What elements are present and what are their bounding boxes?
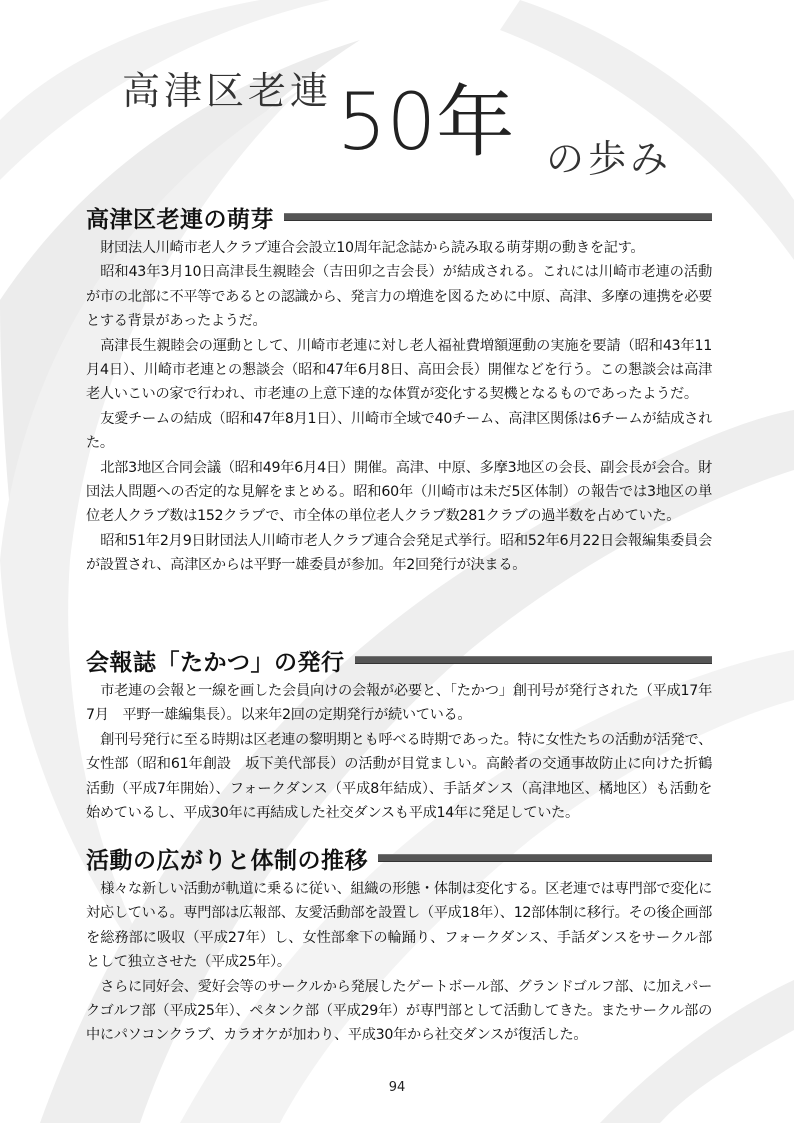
paragraph: 友愛チームの結成（昭和47年8月1日）、川崎市全域で40チーム、高津区関係は6チームが結成された。 [86, 410, 712, 452]
section-heading: 高津区老連の萌芽 [86, 206, 274, 233]
section-header [86, 202, 712, 232]
heading-rule [284, 213, 712, 221]
paragraph: 市老連の会報と一線を画した会員向けの会報が必要と、「たかつ」創刊号が発行された（平成17年7月 平野一雄編集長）。以来年2回の定期発行が続いている。 [86, 683, 712, 724]
paragraph: 創刊号発行に至る時期は区老連の黎明期とも呼べる時期であった。特に女性たちの活動が活発で、女性部（昭和61年創設 坂下美代部長）の活動が目覚ましい。高齢者の交通事故防止に向けた折鶴活動（平成7年開始）、フォークダンス（平成8年結成）、手話ダンス（高津地区、橘地区）も活動を始めているし、平成30年に再結成した社交ダンスも平成14年に発足していた。 [86, 731, 712, 822]
section-heading: 活動の広がりと体制の推移 [86, 847, 368, 874]
section-newsletter [86, 645, 712, 825]
section-header [86, 843, 712, 873]
paragraph: 昭和43年3月10日高津長生親睦会（吉田卯之吉会長）が結成される。これには川崎市老連の活動が市の北部に不平等であるとの認識から、発言力の増進を図るために中原、高津、多摩の連携を必要とする背景があったようだ。 [86, 264, 712, 330]
page-title-main: 高津区老連 [122, 69, 333, 113]
paragraph: 高津長生親睦会の運動として、川崎市老連に対し老人福祉費増額運動の実施を要請（昭和43年11月4日）、川崎市老連との懇談会（昭和47年6月8日、高田会長）開催などを行う。この懇談会は高津老人いこいの家で行われ、市老連の上意下達的な体質が変化する契機となるものであったようだ。 [86, 337, 712, 403]
paragraph: 北部3地区合同会議（昭和49年6月4日）開催。高津、中原、多摩3地区の会長、副会長が会合。財団法人問題への否定的な見解をまとめる。昭和60年（川崎市は未だ5区体制）の報告では3地区の単位老人クラブ数は152クラブで、市全体の単位老人クラブ数281クラブの過半数を占めていた。 [86, 459, 712, 525]
paragraph: さらに同好会、愛好会等のサークルから発展したゲートボール部、グランドゴルフ部、に加えパークゴルフ部（平成25年）、ペタンク部（平成29年）が専門部として活動してきた。またサークル部の中にパソコンクラブ、カラオケが加わり、平成30年から社交ダンスが復活した。 [86, 978, 712, 1044]
section-body [86, 679, 712, 825]
section-body [86, 877, 712, 1048]
section-heading: 会報誌「たかつ」の発行 [86, 649, 345, 676]
section-header [86, 645, 712, 675]
paragraph: 昭和51年2月9日財団法人川崎市老人クラブ連合会発足式挙行。昭和52年6月22日会報編集委員会が設置され、高津区からは平野一雄委員が参加。年2回発行が決まる。 [86, 532, 712, 574]
heading-rule [355, 656, 713, 664]
page-title-year: 50年 [337, 78, 515, 168]
section-body [86, 236, 712, 578]
section-origins [86, 202, 712, 578]
heading-rule [378, 854, 712, 862]
page-title-sub: の歩み [546, 137, 673, 181]
paragraph: 様々な新しい活動が軌道に乗るに従い、組織の形態・体制は変化する。区老連では専門部で変化に対応している。専門部は広報部、友愛活動部を設置し（平成18年）、12部体制に移行。その後企画部を総務部に吸収（平成27年）し、女性部傘下の輪踊り、フォークダンス、手話ダンスをサークル部として独立させた（平成25年）。 [86, 881, 712, 971]
paragraph: 財団法人川崎市老人クラブ連合会設立10周年記念誌から読み取る萌芽期の動きを記す。 [100, 240, 645, 256]
page-number: 94 [388, 1080, 406, 1095]
section-expansion [86, 843, 712, 1048]
